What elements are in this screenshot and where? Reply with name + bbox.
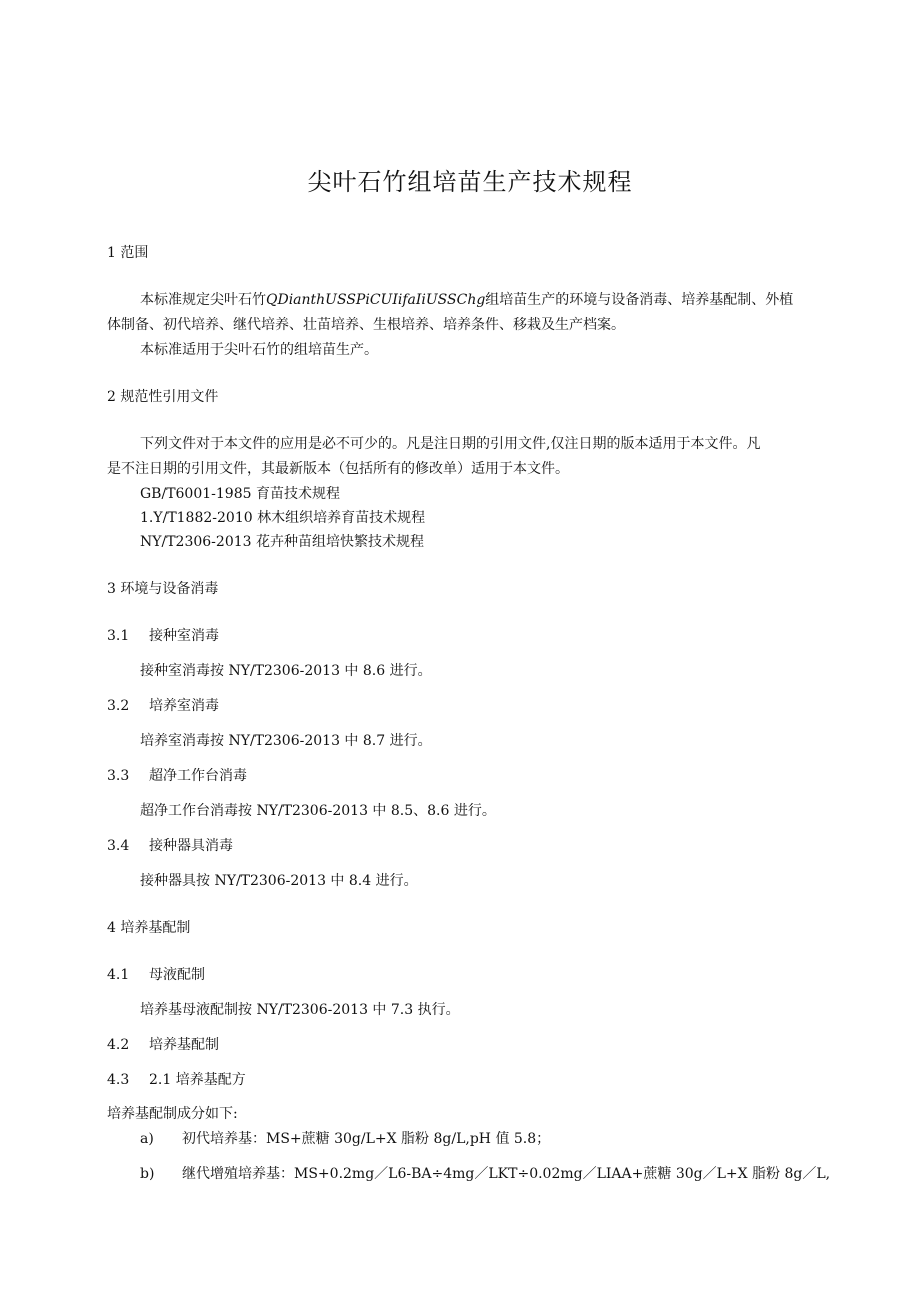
formula-intro: 培养基配制成分如下:	[107, 1106, 238, 1122]
subsection-text: 超净工作台消毒按 NY/T2306-2013 中 8.5、8.6 进行。	[140, 803, 496, 819]
list-item-marker: b)	[140, 1166, 155, 1182]
subsection-title: 超净工作台消毒	[149, 768, 247, 784]
subsection-number: 3.4	[107, 838, 130, 854]
subsection-heading	[107, 696, 219, 716]
subsection-heading	[107, 1035, 219, 1055]
references-paragraph-line1: 下列文件对于本文件的应用是必不可少的。凡是注日期的引用文件,仅注日期的版本适用于本文件。凡	[140, 436, 761, 452]
scope-text-start: 本标准规定尖叶石竹	[140, 292, 266, 308]
scope-paragraph-line1	[140, 290, 793, 310]
subsection-number: 3.1	[107, 628, 130, 644]
reference-item: GB/T6001-1985 育苗技术规程	[140, 486, 340, 502]
subsection-text: 培养室消毒按 NY/T2306-2013 中 8.7 进行。	[140, 733, 432, 749]
list-item-marker: a)	[140, 1131, 154, 1147]
subsection-heading	[107, 626, 219, 646]
subsection-heading	[107, 836, 233, 856]
scope-text-cont: 组培苗生产的环境与设备消毒、培养基配制、外植	[485, 292, 794, 308]
reference-item: 1.Y/T1882-2010 林木组织培养育苗技术规程	[140, 510, 426, 526]
latin-name: QDianthUSSPiCUIifaIiUSSChg	[266, 292, 486, 308]
section-heading-medium: 4 培养基配制	[107, 920, 191, 936]
subsection-text: 接种器具按 NY/T2306-2013 中 8.4 进行。	[140, 873, 418, 889]
subsection-number: 3.2	[107, 698, 130, 714]
subsection-heading	[107, 965, 205, 985]
list-item-text: 初代培养基：MS+蔗糖 30g/L+X 脂粉 8g/L,pH 值 5.8；	[182, 1131, 551, 1147]
subsection-number: 4.3	[107, 1072, 130, 1088]
section-heading-references: 2 规范性引用文件	[107, 389, 219, 405]
subsection-title: 母液配制	[149, 967, 205, 983]
scope-applicability: 本标准适用于尖叶石竹的组培苗生产。	[140, 342, 378, 358]
subsection-text: 接种室消毒按 NY/T2306-2013 中 8.6 进行。	[140, 663, 432, 679]
subsection-title: 培养基配制	[149, 1037, 219, 1053]
references-paragraph-line2: 是不注日期的引用文件，其最新版本（包括所有的修改单）适用于本文件。	[107, 461, 569, 477]
subsection-heading	[107, 1070, 246, 1090]
subsection-title: 培养室消毒	[149, 698, 219, 714]
subsection-heading	[107, 766, 247, 786]
list-item	[140, 1164, 830, 1184]
document-title: 尖叶石竹组培苗生产技术规程	[307, 168, 633, 196]
subsection-title: 接种器具消毒	[149, 838, 233, 854]
list-item-text: 继代增殖培养基：MS+0.2mg／L6-BA÷4mg／LKT÷0.02mg／LIAA+蔗糖 30g／L+X 脂粉 8g／L,	[182, 1166, 831, 1182]
subsection-number: 4.2	[107, 1037, 130, 1053]
scope-paragraph-line2: 体制备、初代培养、继代培养、壮苗培养、生根培养、培养条件、移栽及生产档案。	[107, 317, 625, 333]
subsection-number: 4.1	[107, 967, 130, 983]
subsection-number: 3.3	[107, 768, 130, 784]
subsection-title: 接种室消毒	[149, 628, 219, 644]
list-item	[140, 1129, 550, 1149]
subsection-text: 培养基母液配制按 NY/T2306-2013 中 7.3 执行。	[140, 1002, 460, 1018]
section-heading-scope: 1 范围	[107, 245, 149, 261]
section-heading-disinfection: 3 环境与设备消毒	[107, 581, 219, 597]
reference-item: NY/T2306-2013 花卉种苗组培快繁技术规程	[140, 534, 424, 550]
subsection-title: 2.1 培养基配方	[149, 1072, 246, 1088]
